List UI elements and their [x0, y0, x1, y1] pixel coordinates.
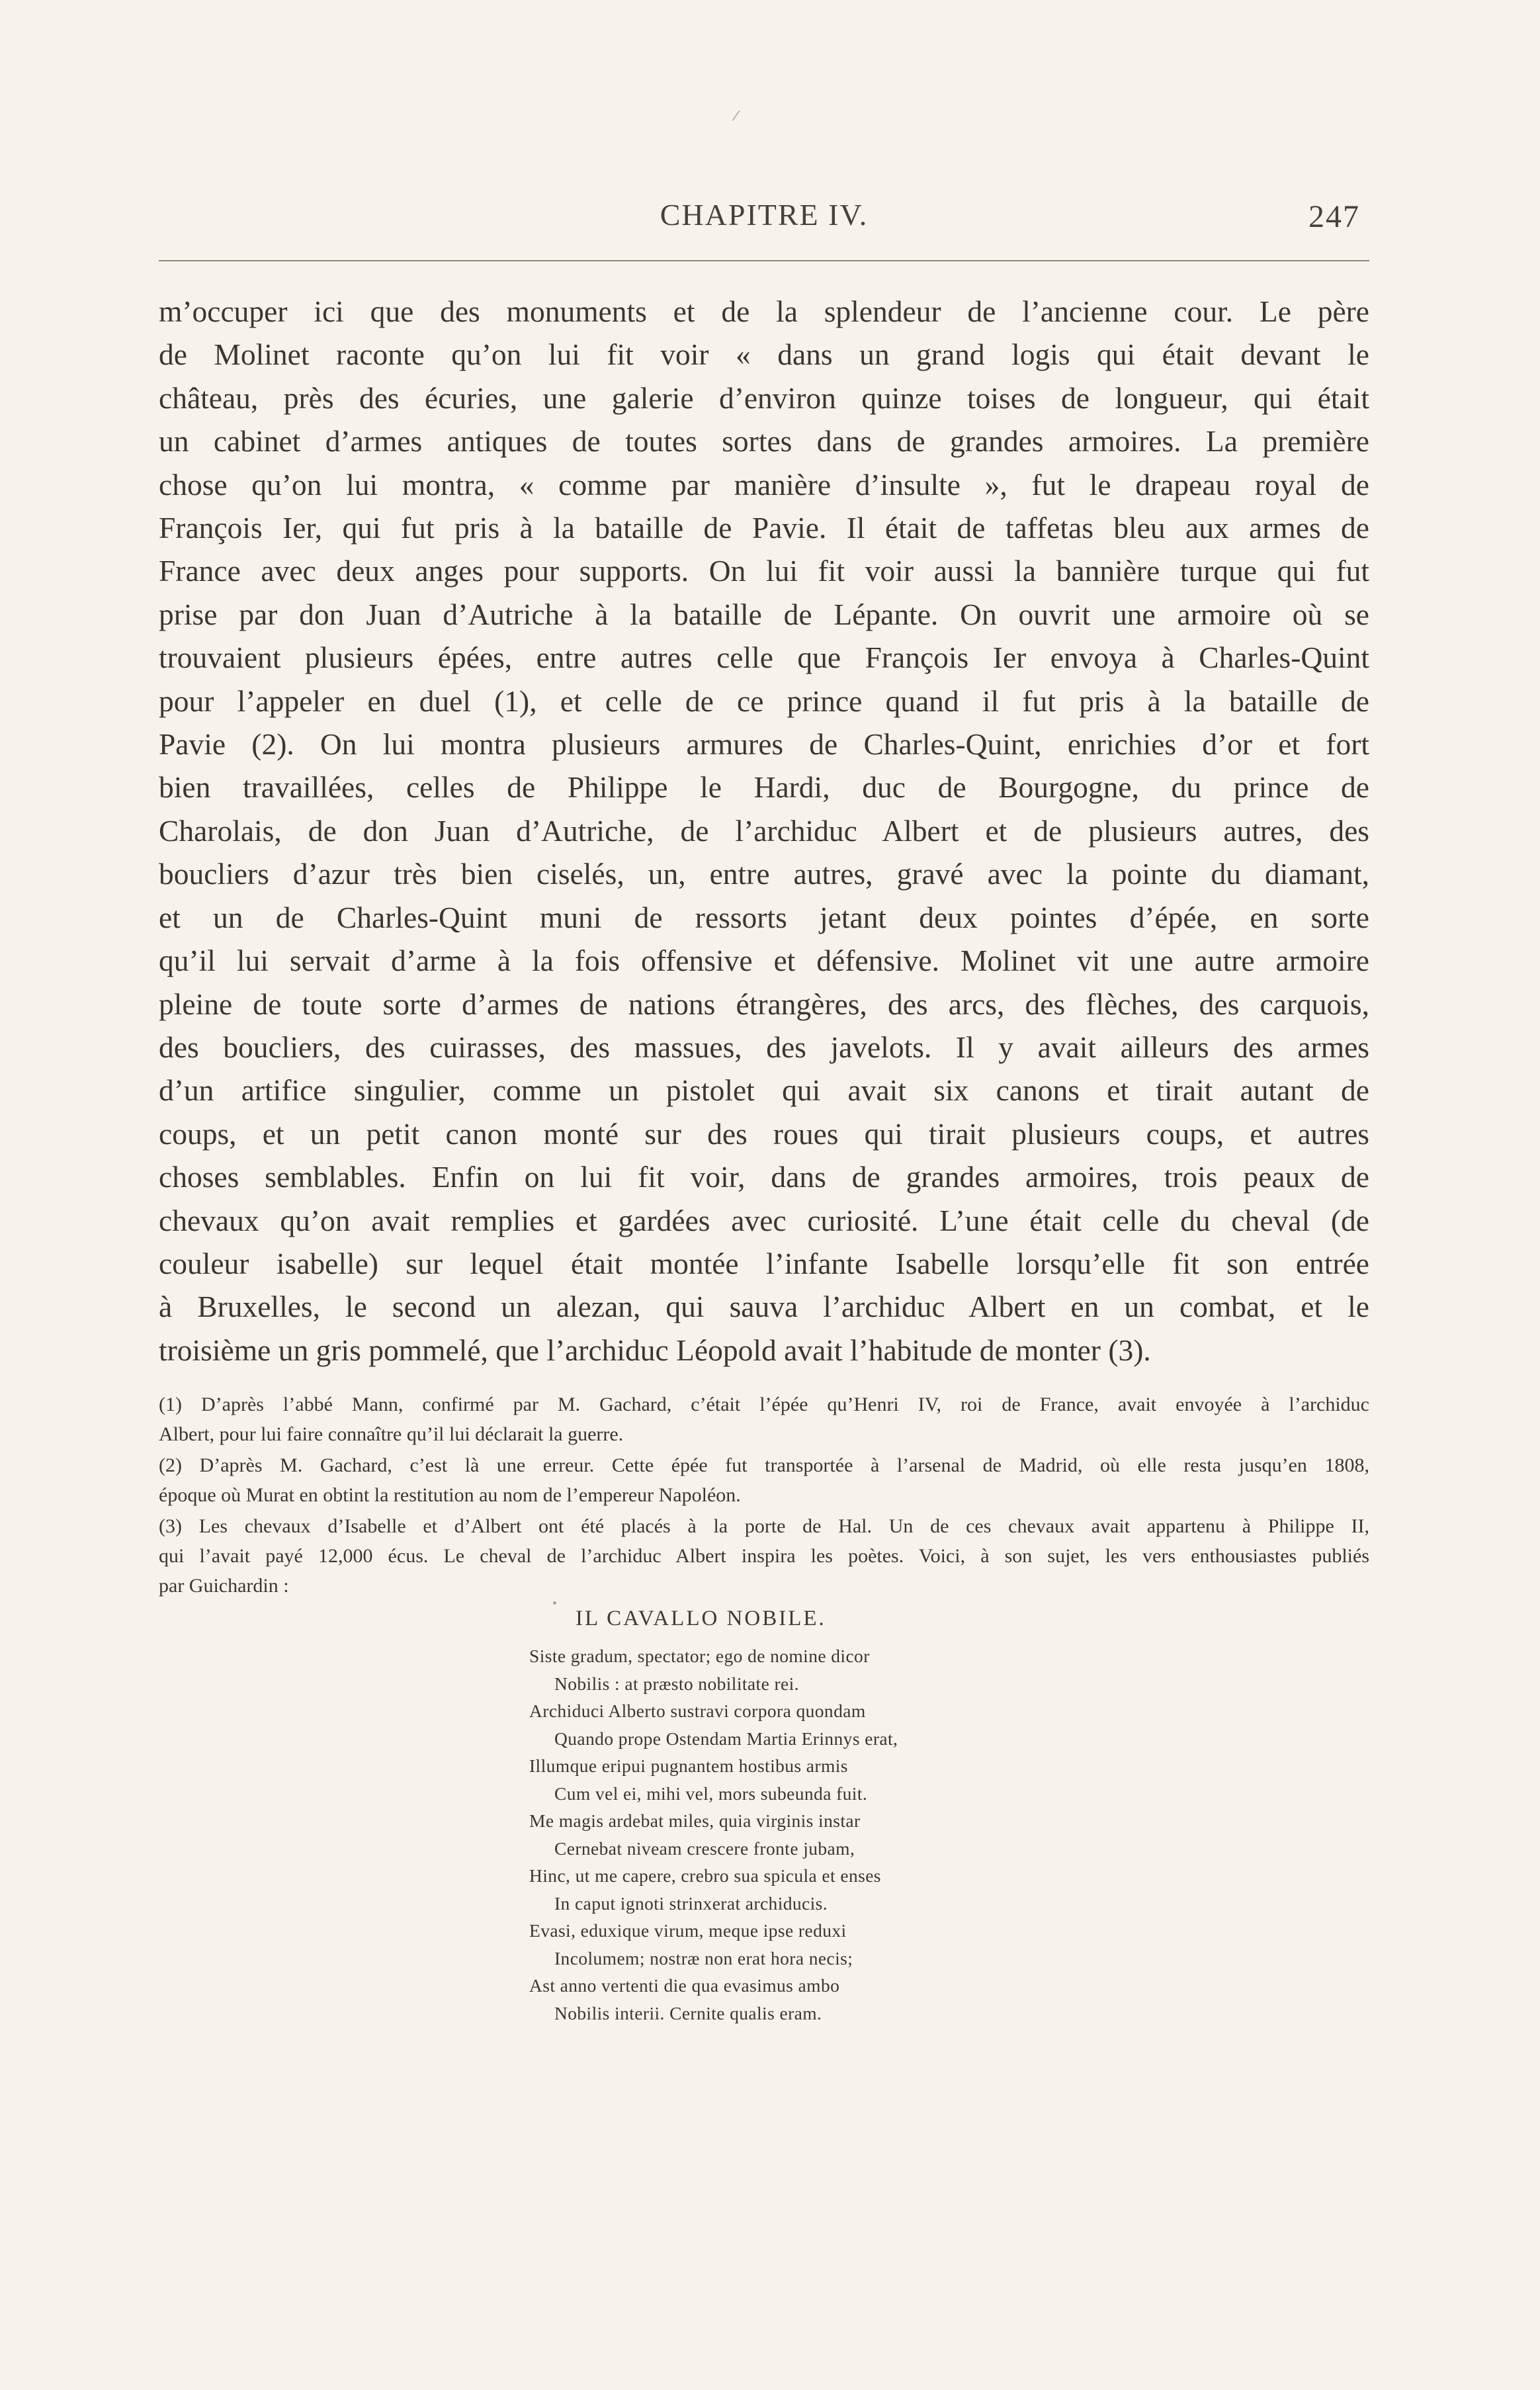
chapter-title: CHAPITRE IV. — [660, 198, 869, 232]
verse: Cernebat niveam crescere fronte jubam, — [554, 1837, 855, 1859]
verse: Evasi, eduxique virum, meque ipse reduxi — [529, 1920, 847, 1941]
header-rule — [159, 260, 1369, 261]
body-line: prise par don Juan d’Autriche à la bataille de Lépante. On ouvrit une armoire où se — [159, 597, 1369, 631]
footnote-2-cont: époque où Murat en obtint la restitution au nom de l’empereur Napoléon. — [159, 1484, 741, 1506]
body-line: château, près des écuries, une galerie d’environ quinze toises de longueur, qui était — [159, 380, 1369, 415]
verse: Archiduci Alberto sustravi corpora quondam — [529, 1701, 866, 1721]
body-paragraph — [159, 290, 1369, 1372]
body-line: trouvaient plusieurs épées, entre autres celle que François Ier envoya à Charles-Quint — [159, 641, 1369, 675]
body-line: bien travaillées, celles de Philippe le Hardi, duc de Bourgogne, du prince de — [159, 770, 1369, 805]
body-line: Pavie (2). On lui montra plusieurs armures de Charles-Quint, enrichies d’or et fort — [159, 727, 1369, 762]
footnote-3: (3) Les chevaux d’Isabelle et d’Albert ont été placés à la porte de Hal. Un de ces chevaux avait appartenu à Philippe II, — [159, 1515, 1369, 1537]
body-line: à Bruxelles, le second un alezan, qui sauva l’archiduc Albert en un combat, et le — [159, 1290, 1369, 1324]
body-line: un cabinet d’armes antiques de toutes sortes dans de grandes armoires. La première — [159, 424, 1369, 459]
body-line: d’un artifice singulier, comme un pistolet qui avait six canons et tirait autant de — [159, 1073, 1369, 1108]
body-line: pour l’appeler en duel (1), et celle de ce prince quand il fut pris à la bataille de — [159, 684, 1369, 718]
body-line: pleine de toute sorte d’armes de nations étrangères, des arcs, des flèches, des carquois, — [159, 987, 1369, 1021]
verse: Hinc, ut me capere, crebro sua spicula et enses — [529, 1865, 881, 1886]
stray-dot — [553, 1601, 556, 1605]
body-line: chose qu’on lui montra, « comme par manière d’insulte », fut le drapeau royal de — [159, 467, 1369, 502]
body-line: France avec deux anges pour supports. On lui fit voir aussi la bannière turque qui fut — [159, 554, 1369, 588]
footnote-1-cont: Albert, pour lui faire connaître qu’il lui déclarait la guerre. — [159, 1423, 624, 1445]
footnote-3-cont: par Guichardin : — [159, 1575, 289, 1597]
poem-title: IL CAVALLO NOBILE. — [576, 1607, 826, 1630]
body-line: choses semblables. Enfin on lui fit voir, dans de grandes armoires, trois peaux de — [159, 1160, 1369, 1194]
body-line: des boucliers, des cuirasses, des massues, des javelots. Il y avait ailleurs des armes — [159, 1030, 1369, 1064]
verse: Cum vel ei, mihi vel, mors subeunda fuit. — [554, 1783, 868, 1804]
page-number: 247 — [1308, 199, 1360, 234]
verse: Illumque eripui pugnantem hostibus armis — [529, 1755, 848, 1776]
verse: Nobilis interii. Cernite qualis eram. — [554, 2002, 822, 2023]
verse: In caput ignoti strinxerat archiducis. — [554, 1892, 828, 1914]
footnotes — [159, 1390, 1369, 1601]
footnote-2: (2) D’après M. Gachard, c’est là une erreur. Cette épée fut transportée à l’arsenal de Madrid, où elle resta jusqu’en 1808, — [159, 1454, 1369, 1476]
body-line: boucliers d’azur très bien ciselés, un, entre autres, gravé avec la pointe du diamant, — [159, 857, 1369, 891]
body-line: chevaux qu’on avait remplies et gardées avec curiosité. L’une était celle du cheval (de — [159, 1203, 1369, 1237]
body-line: coups, et un petit canon monté sur des roues qui tirait plusieurs coups, et autres — [159, 1116, 1369, 1151]
body-line: François Ier, qui fut pris à la bataille de Pavie. Il était de taffetas bleu aux armes de — [159, 511, 1369, 545]
verse: Nobilis : at præsto nobilitate rei. — [554, 1673, 799, 1694]
verse: Siste gradum, spectator; ego de nomine dicor — [529, 1646, 870, 1666]
footnote-1: (1) D’après l’abbé Mann, confirmé par M. Gachard, c’était l’épée qu’Henri IV, roi de France, avait envoyée à l’archiduc — [159, 1394, 1369, 1415]
stray-mark: / — [731, 105, 741, 126]
body-line: qu’il lui servait d’arme à la fois offensive et défensive. Molinet vit une autre armoire — [159, 944, 1369, 978]
body-line: troisième un gris pommelé, que l’archiduc Léopold avait l’habitude de monter (3). — [159, 1333, 1151, 1367]
body-line: couleur isabelle) sur lequel était montée l’infante Isabelle lorsqu’elle fit son entrée — [159, 1246, 1369, 1280]
poem — [529, 1642, 898, 2027]
body-line: de Molinet raconte qu’on lui fit voir « dans un grand logis qui était devant le — [159, 337, 1369, 372]
body-line: et un de Charles-Quint muni de ressorts jetant deux pointes d’épée, en sorte — [159, 900, 1369, 934]
verse: Ast anno vertenti die qua evasimus ambo — [529, 1975, 840, 1996]
verse: Incolumem; nostræ non erat hora necis; — [554, 1947, 853, 1969]
body-line: m’occuper ici que des monuments et de la splendeur de l’ancienne cour. Le père — [159, 294, 1369, 328]
verse: Quando prope Ostendam Martia Erinnys erat, — [554, 1728, 898, 1749]
footnote-3-cont: qui l’avait payé 12,000 écus. Le cheval de l’archiduc Albert inspira les poètes. Voici, à son sujet, les vers enthousiastes publiés — [159, 1545, 1369, 1567]
body-line: Charolais, de don Juan d’Autriche, de l’archiduc Albert et de plusieurs autres, des — [159, 813, 1369, 848]
verse: Me magis ardebat miles, quia virginis instar — [529, 1810, 861, 1831]
running-head — [159, 192, 1369, 245]
